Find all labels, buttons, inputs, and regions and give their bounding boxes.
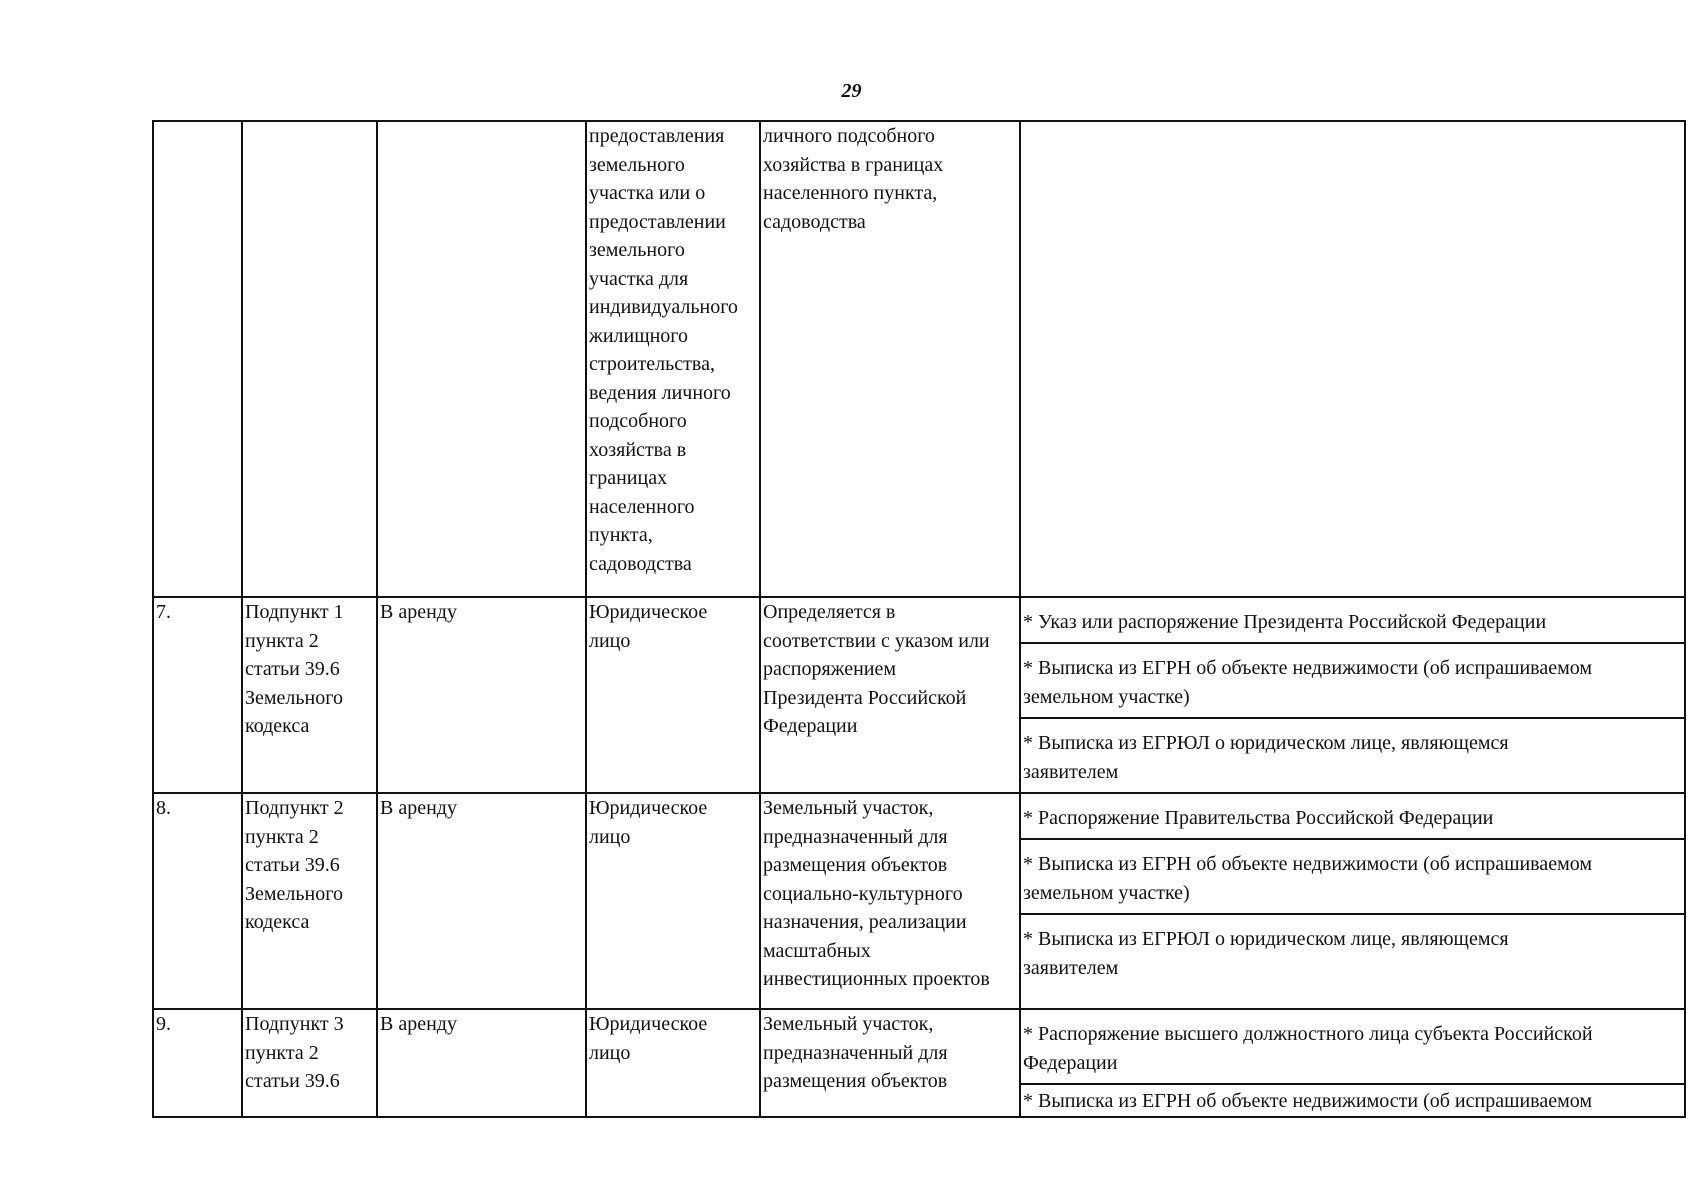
- cell-condition: Земельный участок, предназначенный для размещения объектов: [760, 1009, 1020, 1117]
- cell-basis: Подпункт 2 пункта 2 статьи 39.6 Земельного кодекса: [242, 793, 377, 1009]
- cell-documents: [1020, 793, 1685, 1009]
- document-item: * Распоряжение Правительства Российской Федерации: [1021, 794, 1684, 840]
- cell-condition: Определяется в соответствии с указом или распоряжением Президента Российской Федерации: [760, 597, 1020, 793]
- cell-type: [377, 121, 586, 597]
- table-row: [153, 597, 1685, 793]
- cell-applicant: Юридическое лицо: [586, 793, 760, 1009]
- table-row: [153, 1009, 1685, 1117]
- cell-type: В аренду: [377, 1009, 586, 1117]
- cell-condition: Земельный участок, предназначенный для размещения объектов социально-культурного назначения, реализации масштабных инвестиционных проектов: [760, 793, 1020, 1009]
- cell-basis: [242, 121, 377, 597]
- document-item: * Выписка из ЕГРН об объекте недвижимости (об испрашиваемом земельном участке): [1021, 840, 1684, 915]
- table-row-continuation: [153, 121, 1685, 597]
- document-item: * Выписка из ЕГРН об объекте недвижимости (об испрашиваемом: [1023, 1090, 1593, 1112]
- page-number: 29: [841, 80, 862, 102]
- document-item: * Распоряжение высшего должностного лица субъекта Российской Федерации: [1021, 1010, 1684, 1085]
- cell-basis: Подпункт 1 пункта 2 статьи 39.6 Земельного кодекса: [242, 597, 377, 793]
- document-table: [152, 120, 1686, 1118]
- document-item: * Выписка из ЕГРН об объекте недвижимости (об испрашиваемом земельном участке): [1021, 644, 1684, 719]
- cell-basis: Подпункт 3 пункта 2 статьи 39.6: [242, 1009, 377, 1117]
- cell-applicant: Юридическое лицо: [586, 597, 760, 793]
- cell-documents: [1020, 1009, 1685, 1117]
- document-item: * Выписка из ЕГРЮЛ о юридическом лице, являющемся заявителем: [1023, 928, 1509, 979]
- cell-condition: личного подсобного хозяйства в границах населенного пункта, садоводства: [760, 121, 1020, 597]
- table-row: [153, 793, 1685, 1009]
- cell-number: 9.: [153, 1009, 242, 1117]
- cell-number: 7.: [153, 597, 242, 793]
- cell-number: [153, 121, 242, 597]
- cell-number: 8.: [153, 793, 242, 1009]
- cell-type: В аренду: [377, 793, 586, 1009]
- document-item: * Указ или распоряжение Президента Российской Федерации: [1021, 598, 1684, 644]
- cell-documents: [1020, 121, 1685, 597]
- cell-documents: [1020, 597, 1685, 793]
- cell-applicant: Юридическое лицо: [586, 1009, 760, 1117]
- document-item: * Выписка из ЕГРЮЛ о юридическом лице, являющемся заявителем: [1023, 732, 1509, 783]
- cell-type: В аренду: [377, 597, 586, 793]
- cell-applicant: предоставления земельного участка или о предоставлении земельного участка для индивидуального жилищного строительства, ведения личного подсобного хозяйства в границах населенного пункта, садоводства: [586, 121, 760, 597]
